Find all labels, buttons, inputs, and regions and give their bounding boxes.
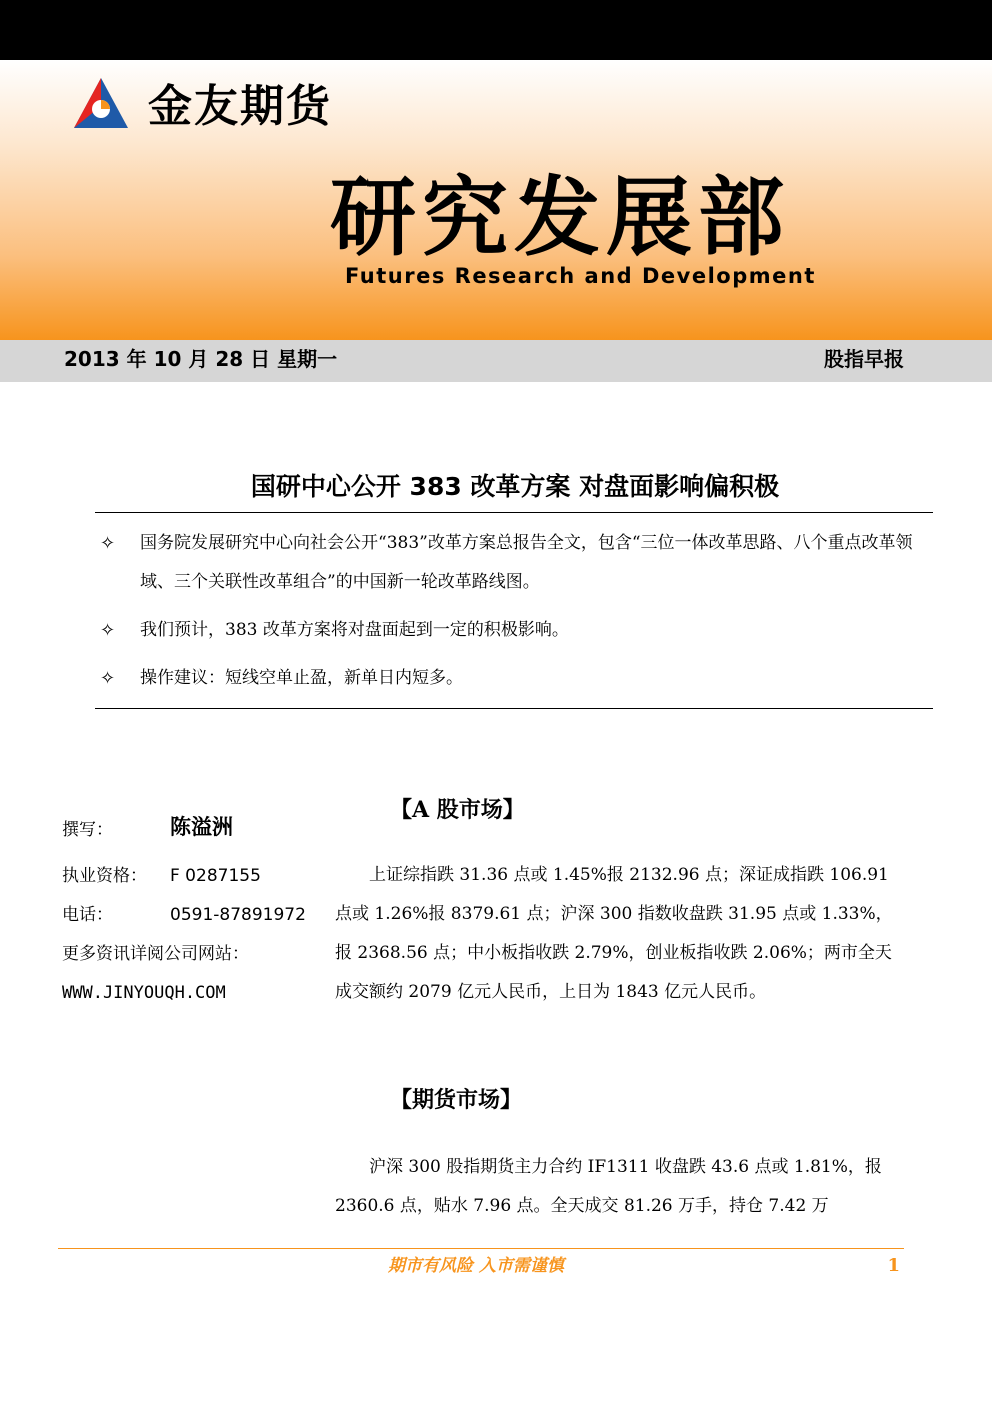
summary-list: [100, 524, 930, 707]
summary-text: 我们预计，383 改革方案将对盘面起到一定的积极影响。: [140, 620, 569, 640]
footer-slogan: 期市有风险 入市需谨慎: [388, 1256, 564, 1276]
license-label: 执业资格：: [62, 866, 147, 886]
footer-rule: [58, 1248, 904, 1249]
department-subtitle: Futures Research and Development: [345, 264, 816, 288]
website-link[interactable]: WWW.JINYOUQH.COM: [62, 983, 226, 1003]
a-share-section-title: 【A 股市场】: [390, 797, 525, 823]
top-black-bar: [0, 0, 992, 60]
summary-top-rule: [95, 512, 933, 513]
diamond-bullet-icon: ✧: [100, 620, 116, 641]
company-name: 金友期货: [148, 81, 332, 132]
summary-item: [100, 659, 930, 698]
author-name: 陈溢洲: [170, 814, 233, 839]
futures-paragraph: 沪深 300 股指期货主力合约 IF1311 收盘跌 43.6 点或 1.81%，报 2360.6 点，贴水 7.96 点。全天成交 81.26 万手，持仓 7.42 万: [335, 1157, 882, 1216]
report-date: 2013 年 10 月 28 日 星期一: [64, 347, 338, 371]
triangle-logo-icon: [72, 76, 130, 130]
a-share-paragraph: 上证综指跌 31.36 点或 1.45%报 2132.96 点；深证成指跌 106.91 点或 1.26%报 8379.61 点；沪深 300 指数收盘跌 31.95 点或 1.33%，报 2368.56 点；中小板指收跌 2.79%，创业板指收跌 2.06%；两市全天成交额约 2079 亿元人民币，上日为 1843 亿元人民币。: [335, 865, 893, 1002]
license-value: F 0287155: [170, 866, 261, 886]
author-label: 撰写：: [62, 820, 113, 840]
summary-item: [100, 611, 930, 650]
summary-text: 操作建议：短线空单止盈，新单日内短多。: [140, 668, 463, 688]
diamond-bullet-icon: ✧: [100, 668, 116, 689]
license-row: [62, 864, 261, 888]
page-number: 1: [887, 1255, 900, 1276]
report-type: 股指早报: [824, 347, 904, 371]
phone-value: 0591-87891972: [170, 905, 306, 925]
summary-bottom-rule: [95, 708, 933, 709]
headline: 国研中心公开 383 改革方案 对盘面影响偏积极: [250, 472, 780, 501]
futures-section-title: 【期货市场】: [390, 1087, 523, 1113]
summary-text: 国务院发展研究中心向社会公开“383”改革方案总报告全文，包含“三位一体改革思路、八个重点改革领域、三个关联性改革组合”的中国新一轮改革路线图。: [140, 533, 913, 592]
summary-item: [100, 524, 930, 602]
phone-label: 电话：: [62, 905, 113, 925]
phone-row: [62, 903, 306, 927]
department-title: 研究发展部: [330, 167, 790, 268]
author-row: [62, 814, 233, 842]
website-label: 更多资讯详阅公司网站：: [62, 944, 249, 964]
diamond-bullet-icon: ✧: [100, 533, 116, 554]
